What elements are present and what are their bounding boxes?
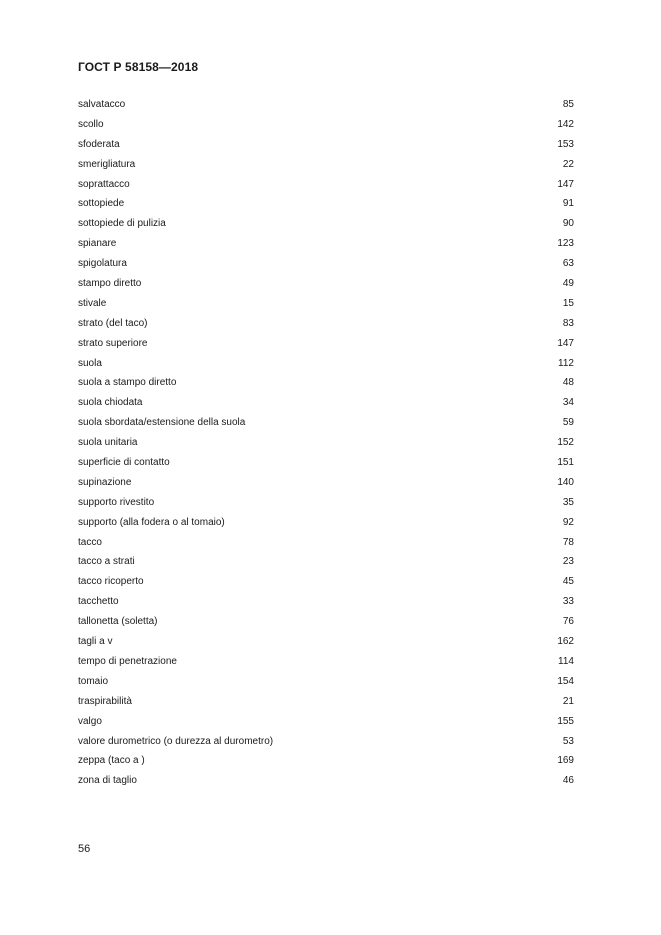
- entry-term: tacco a strati: [78, 556, 135, 568]
- index-entry: [78, 652, 574, 672]
- entry-page-number: 162: [557, 636, 574, 648]
- index-entry: [78, 234, 574, 254]
- entry-page-number: 23: [562, 556, 574, 568]
- entry-page-number: 21: [562, 695, 574, 707]
- index-entry: [78, 413, 574, 433]
- entry-page-number: 151: [557, 457, 574, 469]
- entry-page-number: 53: [562, 735, 574, 747]
- index-entry: [78, 155, 574, 175]
- entry-term: supporto (alla fodera o al tomaio): [78, 516, 225, 528]
- entry-term: sfoderata: [78, 138, 120, 150]
- entry-page-number: 152: [557, 437, 574, 449]
- entry-page-number: 155: [557, 715, 574, 727]
- entry-page-number: 147: [557, 337, 574, 349]
- entry-term: strato (del taco): [78, 317, 148, 329]
- entry-term: zona di taglio: [78, 775, 137, 787]
- index-entry: [78, 433, 574, 453]
- entry-page-number: 48: [562, 377, 574, 389]
- index-entry: [78, 771, 574, 791]
- entry-page-number: 76: [562, 616, 574, 628]
- entry-term: suola unitaria: [78, 437, 138, 449]
- index-entry: [78, 692, 574, 712]
- entry-term: valgo: [78, 715, 102, 727]
- index-entry: [78, 453, 574, 473]
- entry-term: salvatacco: [78, 99, 126, 110]
- entry-page-number: 169: [557, 755, 574, 767]
- entry-page-number: 46: [562, 775, 574, 787]
- entry-term: smerigliatura: [78, 158, 136, 170]
- entry-page-number: 112: [558, 357, 574, 369]
- index-entry: [78, 314, 574, 334]
- entry-page-number: 114: [558, 655, 574, 667]
- entry-page-number: 90: [562, 218, 574, 230]
- entry-page-number: 147: [557, 178, 574, 190]
- page-header: ГОСТ Р 58158—2018: [78, 60, 199, 74]
- index-entry: [78, 214, 574, 234]
- entry-term: tempo di penetrazione: [78, 655, 177, 667]
- entry-page-number: 22: [562, 158, 574, 170]
- entry-term: suola chiodata: [78, 397, 143, 409]
- entry-term: suola: [78, 357, 102, 369]
- entry-page-number: 15: [562, 297, 574, 309]
- index-list: [78, 95, 574, 791]
- index-entry: [78, 513, 574, 533]
- index-entry: [78, 354, 574, 374]
- page-number: 56: [78, 843, 91, 855]
- entry-page-number: 140: [557, 476, 574, 488]
- index-entry: [78, 334, 574, 354]
- entry-term: stivale: [78, 297, 107, 309]
- entry-term: tomaio: [78, 675, 109, 687]
- entry-term: tacco: [78, 536, 102, 548]
- entry-term: sottopiede: [78, 198, 125, 210]
- index-entry: [78, 294, 574, 314]
- entry-term: spigolatura: [78, 258, 127, 270]
- entry-term: supporto rivestito: [78, 496, 155, 508]
- entry-page-number: 35: [562, 496, 574, 508]
- entry-term: valore durometrico (o durezza al durometro): [78, 735, 274, 747]
- entry-term: suola sbordata/estensione della suola: [78, 417, 246, 429]
- entry-page-number: 83: [562, 317, 574, 329]
- entry-page-number: 92: [562, 516, 574, 528]
- entry-term: superficie di contatto: [78, 457, 170, 469]
- index-entry: [78, 533, 574, 553]
- entry-term: spianare: [78, 238, 117, 250]
- entry-page-number: 63: [562, 258, 574, 270]
- entry-term: tagli a v: [78, 636, 113, 648]
- index-entry: [78, 632, 574, 652]
- index-entry: [78, 612, 574, 632]
- index-entry: [78, 592, 574, 612]
- entry-page-number: 91: [562, 198, 574, 210]
- index-entry: [78, 493, 574, 513]
- entry-term: suola a stampo diretto: [78, 377, 177, 389]
- index-entry: [78, 254, 574, 274]
- entry-term: soprattacco: [78, 178, 130, 190]
- index-entry: [78, 751, 574, 771]
- index-entry: [78, 194, 574, 214]
- entry-term: sottopiede di pulizia: [78, 218, 166, 230]
- index-entry: [78, 95, 574, 115]
- index-entry: [78, 552, 574, 572]
- entry-term: stampo diretto: [78, 278, 142, 290]
- entry-page-number: 59: [562, 417, 574, 429]
- entry-page-number: 123: [557, 238, 574, 250]
- entry-page-number: 49: [562, 278, 574, 290]
- entry-term: tacchetto: [78, 596, 119, 608]
- index-entry: [78, 473, 574, 493]
- index-entry: [78, 393, 574, 413]
- index-entry: [78, 135, 574, 155]
- index-entry: [78, 175, 574, 195]
- index-entry: [78, 274, 574, 294]
- index-entry: [78, 572, 574, 592]
- entry-term: traspirabilità: [78, 695, 132, 707]
- entry-page-number: 45: [562, 576, 574, 588]
- entry-term: strato superiore: [78, 337, 148, 349]
- entry-page-number: 34: [562, 397, 574, 409]
- entry-page-number: 85: [562, 99, 574, 110]
- entry-page-number: 154: [557, 675, 574, 687]
- index-entry: [78, 373, 574, 393]
- entry-page-number: 78: [562, 536, 574, 548]
- index-entry: [78, 115, 574, 135]
- entry-page-number: 33: [562, 596, 574, 608]
- entry-page-number: 142: [557, 118, 574, 130]
- index-entry: [78, 672, 574, 692]
- entry-term: scollo: [78, 118, 104, 130]
- index-entry: [78, 712, 574, 732]
- entry-page-number: 153: [557, 138, 574, 150]
- entry-term: zeppa (taco a ): [78, 755, 145, 767]
- entry-term: supinazione: [78, 476, 132, 488]
- index-entry: [78, 732, 574, 752]
- entry-term: tacco ricoperto: [78, 576, 144, 588]
- entry-term: tallonetta (soletta): [78, 616, 158, 628]
